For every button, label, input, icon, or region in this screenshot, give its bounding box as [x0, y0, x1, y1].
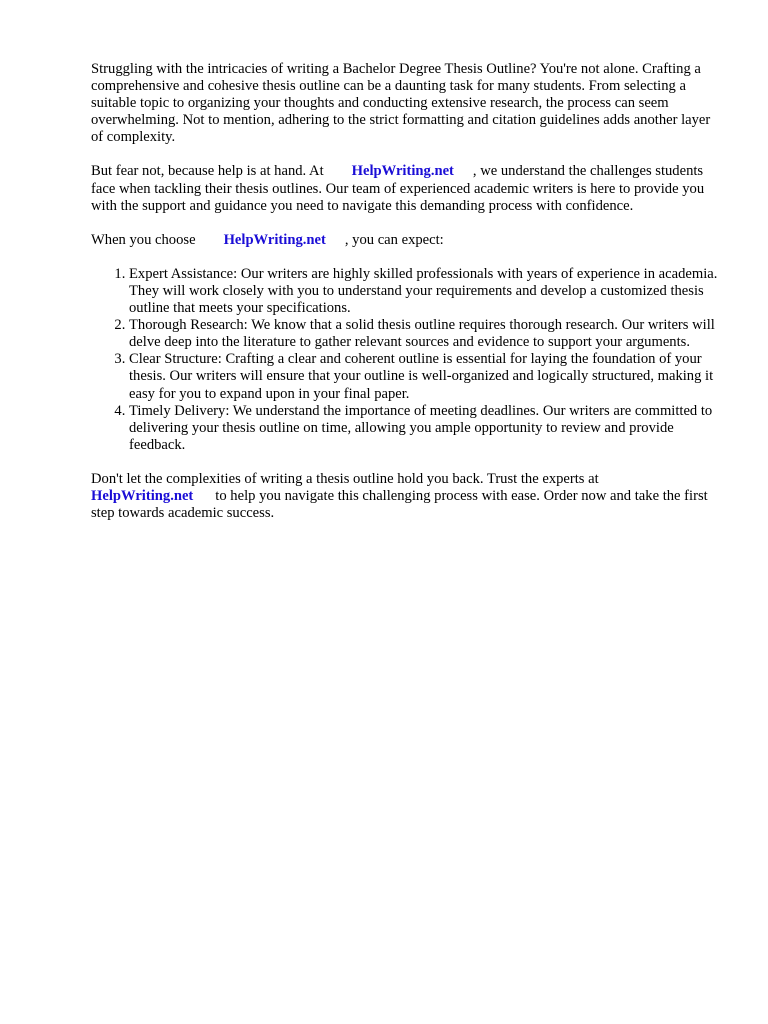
benefits-list [91, 266, 721, 454]
brand-link-1[interactable]: HelpWriting.net [351, 163, 454, 180]
list-item: 3. Clear Structure: Crafting a clear and coherent outline is essential for laying the foundation of your thesis. Our writers will ensure that your outline is well-organized and logically structured, making it easy for you to expand upon in your final paper. [129, 351, 721, 402]
list-item: 1. Expert Assistance: Our writers are highly skilled professionals with years of experience in academia. They will work closely with you to understand your requirements and develop a customized thesis outline that meets your specifications. [129, 266, 721, 317]
closing-text-after: to help you navigate this challenging process with ease. Order now and take the first step towards academic success. [91, 487, 708, 522]
document-body [91, 61, 721, 539]
list-item: 4. Timely Delivery: We understand the importance of meeting deadlines. Our writers are committed to delivering your thesis outline on time, allowing you ample opportunity to review and provide feedback. [129, 403, 721, 454]
help-text-after: , we understand the challenges students face when tackling their thesis outlines. Our team of experienced academic writers is here to provide you with the support and guidance you need to navigate this demanding process with confidence. [91, 163, 705, 214]
brand-link-3[interactable]: HelpWriting.net [91, 487, 194, 504]
choose-paragraph [91, 232, 721, 249]
list-item: 2. Thorough Research: We know that a solid thesis outline requires thorough research. Our writers will delve deep into the literature to gather relevant sources and evidence to support your arguments. [129, 317, 721, 351]
help-text-before: But fear not, because help is at hand. At [91, 163, 324, 180]
closing-paragraph [91, 471, 721, 522]
choose-text-before: When you choose [91, 231, 196, 248]
choose-text-after: , you can expect: [344, 231, 444, 248]
brand-link-2[interactable]: HelpWriting.net [223, 231, 326, 248]
closing-text-before: Don't let the complexities of writing a thesis outline hold you back. Trust the experts at [91, 470, 599, 487]
intro-paragraph: Struggling with the intricacies of writing a Bachelor Degree Thesis Outline? You're not alone. Crafting a comprehensive and cohesive thesis outline can be a daunting task for many students. From selecting a suitable topic to organizing your thoughts and conducting extensive research, the process can seem overwhelming. Not to mention, adhering to the strict formatting and citation guidelines adds another layer of complexity. [91, 61, 711, 146]
help-paragraph [91, 163, 721, 214]
